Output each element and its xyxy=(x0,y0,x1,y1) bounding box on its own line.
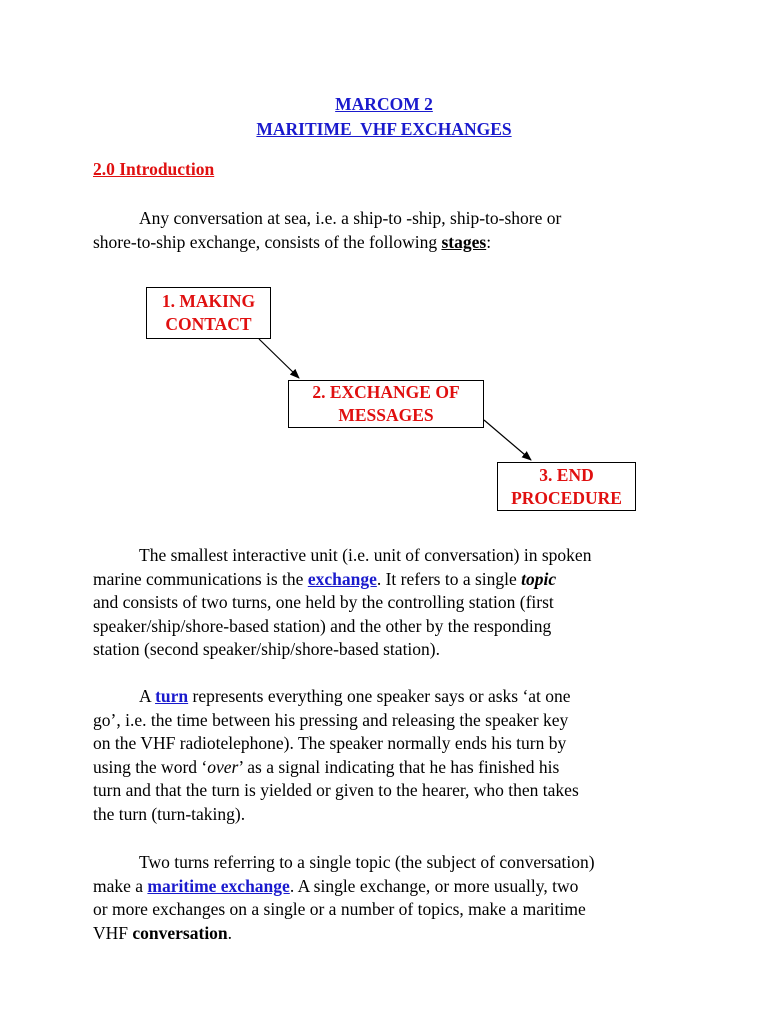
turn-text-4-post: ’ as a signal indicating that he has finished his xyxy=(238,756,560,777)
stage-box-end-procedure xyxy=(497,462,636,511)
turn-line-6: the turn (turn-taking). xyxy=(93,803,246,824)
exchange-line-2 xyxy=(93,568,693,592)
turn-text-4: using the word ‘ xyxy=(93,756,208,777)
intro-punct: : xyxy=(486,231,492,252)
stage-2-line-1: 2. EXCHANGE OF xyxy=(312,382,460,402)
exchange-text-mid: . It refers to a single xyxy=(376,568,522,589)
conversation-paragraph xyxy=(93,851,693,945)
document-subtitle: MARITIME VHF EXCHANGES xyxy=(256,119,512,139)
keyword-topic: topic xyxy=(521,568,557,589)
arrow-stage2-to-stage3 xyxy=(484,420,531,460)
keyword-conversation: conversation xyxy=(132,922,228,943)
conversation-line-1: Two turns referring to a single topic (the subject of conversation) xyxy=(139,852,595,872)
conversation-line-2 xyxy=(93,875,693,899)
stage-box-exchange-of-messages xyxy=(288,380,484,428)
turn-line-1 xyxy=(93,685,693,709)
exchange-text: marine communications is the xyxy=(93,568,308,589)
keyword-stages: stages xyxy=(441,231,487,252)
exchange-paragraph xyxy=(93,544,693,662)
turn-text-post: represents everything one speaker says or asks ‘at one xyxy=(188,686,571,706)
stage-1-line-1: 1. MAKING xyxy=(161,291,256,311)
turn-line-5: turn and that the turn is yielded or given to the hearer, who then takes xyxy=(93,780,579,801)
exchange-line-1: The smallest interactive unit (i.e. unit of conversation) in spoken xyxy=(139,545,592,565)
intro-line-1: Any conversation at sea, i.e. a ship-to -ship, ship-to-shore or xyxy=(139,208,562,228)
turn-text: A xyxy=(139,686,156,706)
stage-1-line-2: CONTACT xyxy=(165,314,252,334)
stage-2-line-2: MESSAGES xyxy=(338,405,434,425)
exchange-line-4: speaker/ship/shore-based station) and the other by the responding xyxy=(93,615,552,636)
conversation-text-4-post: . xyxy=(227,922,233,943)
intro-paragraph xyxy=(93,207,693,254)
conversation-text-post: . A single exchange, or more usually, two xyxy=(289,875,579,896)
keyword-turn: turn xyxy=(155,686,189,706)
turn-line-4 xyxy=(93,756,693,780)
stage-3-line-1: 3. END xyxy=(539,464,594,485)
stage-box-making-contact xyxy=(146,287,271,339)
keyword-over: over xyxy=(207,756,239,777)
section-heading: 2.0 Introduction xyxy=(93,159,215,179)
keyword-maritime-exchange: maritime exchange xyxy=(147,875,290,896)
intro-text: shore-to-ship exchange, consists of the following xyxy=(93,231,442,252)
conversation-line-3: or more exchanges on a single or a number of topics, make a maritime xyxy=(93,899,586,920)
exchange-line-5: station (second speaker/ship/shore-based station). xyxy=(93,639,440,660)
conversation-text-4: VHF xyxy=(93,922,133,943)
conversation-line-4 xyxy=(93,922,693,946)
turn-paragraph xyxy=(93,685,693,827)
intro-line-2 xyxy=(93,231,693,255)
keyword-exchange: exchange xyxy=(307,568,377,589)
arrow-stage1-to-stage2 xyxy=(259,339,299,378)
document-title: MARCOM 2 xyxy=(335,94,433,114)
turn-line-3: on the VHF radiotelephone). The speaker normally ends his turn by xyxy=(93,733,567,754)
stage-3-line-2: PROCEDURE xyxy=(511,487,622,508)
conversation-text: make a xyxy=(93,875,148,896)
turn-line-2: go’, i.e. the time between his pressing and releasing the speaker key xyxy=(93,709,569,730)
exchange-line-3: and consists of two turns, one held by the controlling station (first xyxy=(93,592,554,613)
